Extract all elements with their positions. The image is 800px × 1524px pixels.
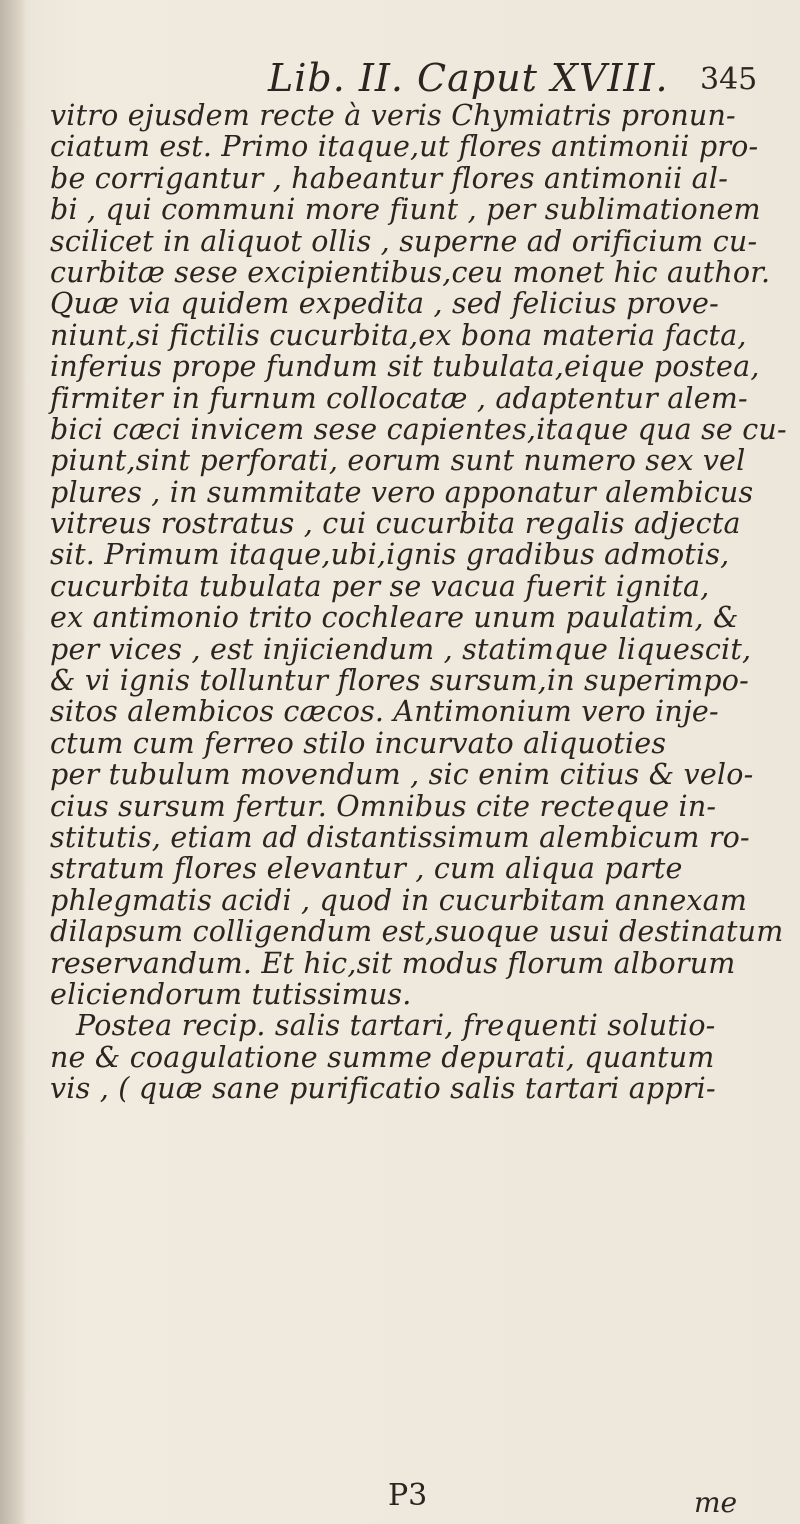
text-line: piunt,sint perforati, eorum sunt numero sex vel (50, 444, 746, 478)
text-line: bici cæci invicem sese capientes,itaque qua se cu- (50, 412, 787, 446)
body-text (50, 100, 790, 1105)
text-line: bi , qui communi more fiunt , per sublimationem (50, 193, 761, 227)
text-line: sitos alembicos cæcos. Antimonium vero inje- (50, 695, 719, 729)
text-line: Quæ via quidem expedita , sed felicius prove- (50, 287, 719, 321)
text-line: & vi ignis tolluntur flores sursum,in superimpo- (50, 664, 749, 698)
text-line: dilapsum colligendum est,suoque usui destinatum (50, 915, 784, 949)
page-number: 345 (700, 62, 758, 97)
text-line: scilicet in aliquot ollis , superne ad orificium cu- (50, 224, 758, 258)
text-line: ex antimonio trito cochleare unum paulatim, & (50, 601, 739, 635)
text-line: Postea recip. salis tartari, frequenti solutio- (76, 1009, 716, 1043)
text-line: plures , in summitate vero apponatur alembicus (50, 475, 754, 509)
text-line: inferius prope fundum sit tubulata,eique postea, (50, 350, 760, 384)
text-line: per vices , est injiciendum , statimque liquescit, (50, 632, 752, 666)
text-line: reservandum. Et hic,sit modus florum alborum (50, 946, 736, 980)
text-line: sit. Primum itaque,ubi,ignis gradibus admotis, (50, 538, 730, 572)
text-line: phlegmatis acidi , quod in cucurbitam annexam (50, 883, 748, 917)
text-line: ciatum est. Primo itaque,ut flores antimonii pro- (50, 130, 759, 164)
running-head: Lib. II. Caput XVIII. (268, 56, 669, 100)
text-line: vis , ( quæ sane purificatio salis tartari appri- (50, 1072, 716, 1106)
text-line: stitutis, etiam ad distantissimum alembicum ro- (50, 820, 750, 854)
text-line: vitreus rostratus , cui cucurbita regalis adjecta (50, 507, 741, 541)
text-line: stratum flores elevantur , cum aliqua parte (50, 852, 683, 886)
signature-mark: P3 (388, 1478, 428, 1513)
binding-shadow (0, 0, 26, 1524)
text-line: cius sursum fertur. Omnibus cite recteque in- (50, 789, 717, 823)
text-line: cucurbita tubulata per se vacua fuerit ignita, (50, 569, 710, 603)
catchword: me (694, 1486, 738, 1519)
text-line: per tubulum movendum , sic enim citius & velo- (50, 758, 754, 792)
text-line: curbitæ sese excipientibus,ceu monet hic author. (50, 255, 771, 289)
text-line: ctum cum ferreo stilo incurvato aliquoties (50, 726, 667, 760)
text-line: firmiter in furnum collocatæ , adaptentur alem- (50, 381, 748, 415)
page-header (0, 52, 800, 102)
text-line: ne & coagulatione summe depurati, quantum (50, 1040, 715, 1074)
text-line: be corrigantur , habeantur flores antimonii al- (50, 161, 729, 195)
text-line: niunt,si fictilis cucurbita,ex bona materia facta, (50, 318, 747, 352)
text-line: eliciendorum tutissimus. (50, 977, 412, 1011)
text-line: vitro ejusdem recte à veris Chymiatris pronun- (50, 99, 736, 132)
